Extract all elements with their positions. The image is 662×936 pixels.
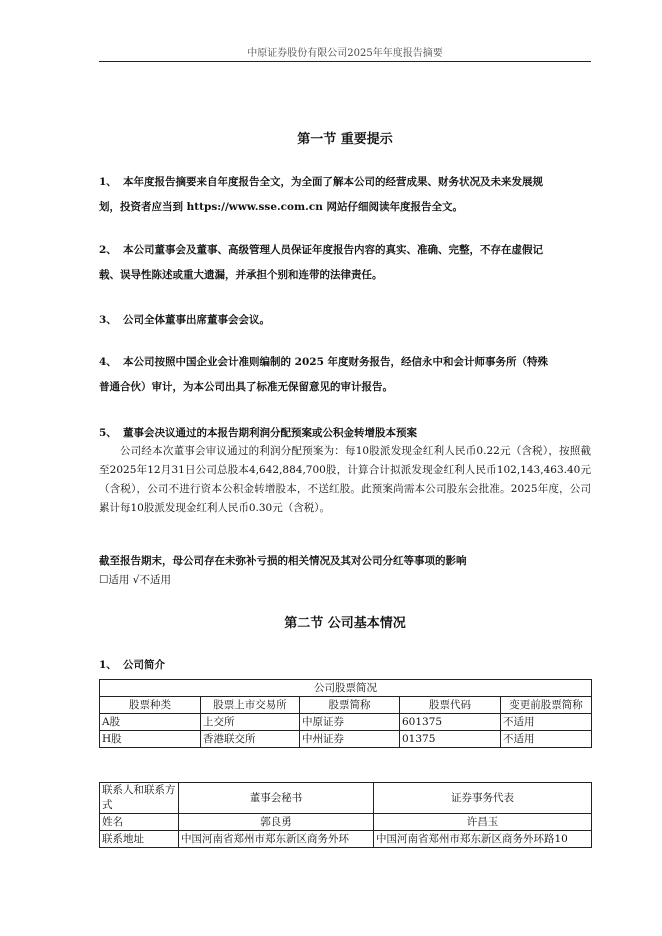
table-cell: 中原证券 bbox=[300, 714, 400, 731]
section2-title: 第二节 公司基本情况 bbox=[284, 616, 406, 631]
table-cell: 中国河南省郑州市郑东新区商务外环 bbox=[179, 831, 374, 848]
table-cell: 上交所 bbox=[201, 714, 300, 731]
notice-item-3 bbox=[99, 308, 591, 333]
loss-heading: 截至报告期末，母公司存在未弥补亏损的相关情况及其对公司分红等事项的影响 bbox=[99, 555, 467, 567]
item-text-line1: 董事会决议通过的本报告期利润分配预案或公积金转增股本预案 bbox=[123, 427, 417, 439]
table-cell: 不适用 bbox=[501, 731, 592, 748]
dividend-plan-text: 公司经本次董事会审议通过的利润分配预案为：每10股派发现金红利人民币0.22元（含税），按照截至2025年12月31日公司总股本4,642,884,700股，计算合计拟派发现金红利人民币102,143,463.40元（含税），公司不进行资本公积金转增股本，不送红股。此预案尚需本公司股东会批准。2025年度，公司累计每10股派发现金红利人民币0.30元（含税）。 bbox=[99, 445, 591, 514]
table-cell: 中国河南省郑州市郑东新区商务外环路10 bbox=[374, 831, 592, 848]
item-text-line1: 本年度报告摘要来自年度报告全文，为全面了解本公司的经营成果、财务状况及未来发展规 bbox=[123, 176, 543, 188]
table-caption: 公司股票简况 bbox=[100, 680, 592, 697]
column-header: 变更前股票简称 bbox=[501, 697, 592, 714]
section1-title: 第一节 重要提示 bbox=[297, 132, 393, 147]
subsection-company-profile bbox=[99, 653, 591, 678]
item-number: 1、 bbox=[99, 659, 117, 671]
table-row bbox=[100, 831, 592, 848]
notice-item-2 bbox=[99, 238, 591, 288]
table-cell: 姓名 bbox=[100, 814, 179, 831]
column-header: 董事会秘书 bbox=[179, 783, 374, 814]
item-text-line2: 载、误导性陈述或重大遗漏，并承担个别和连带的法律责任。 bbox=[99, 269, 383, 281]
loss-applicability-options: ☐适用 √不适用 bbox=[99, 574, 171, 586]
table-cell: A股 bbox=[100, 714, 201, 731]
item-text-line1: 公司全体董事出席董事会会议。 bbox=[123, 314, 270, 326]
item-text-line1: 本公司按照中国企业会计准则编制的 2025 年度财务报告，经信永中和会计师事务所（特殊 bbox=[123, 356, 549, 368]
item-number: 1、 bbox=[99, 176, 117, 188]
header-divider bbox=[99, 61, 591, 62]
column-header: 股票代码 bbox=[400, 697, 501, 714]
column-header: 股票上市交易所 bbox=[201, 697, 300, 714]
table-row bbox=[100, 814, 592, 831]
table-cell: 不适用 bbox=[501, 714, 592, 731]
item-text-line1: 本公司董事会及董事、高级管理人员保证年度报告内容的真实、准确、完整，不存在虚假记 bbox=[123, 244, 543, 256]
subsection-label: 公司简介 bbox=[123, 659, 165, 671]
page-header: 中原证券股份有限公司2025年年度报告摘要 bbox=[247, 48, 443, 59]
column-header: 联系人和联系方式 bbox=[100, 783, 179, 814]
table-cell: H股 bbox=[100, 731, 201, 748]
table-row bbox=[100, 714, 592, 731]
column-header: 股票种类 bbox=[100, 697, 201, 714]
table-cell: 01375 bbox=[400, 731, 501, 748]
item-number: 2、 bbox=[99, 244, 117, 256]
table-cell: 中州证券 bbox=[300, 731, 400, 748]
table-cell: 601375 bbox=[400, 714, 501, 731]
table-cell: 香港联交所 bbox=[201, 731, 300, 748]
table-cell: 联系地址 bbox=[100, 831, 179, 848]
column-header: 证券事务代表 bbox=[374, 783, 592, 814]
column-header: 股票简称 bbox=[300, 697, 400, 714]
notice-item-1 bbox=[99, 170, 591, 220]
item-text-line2: 普通合伙）审计，为本公司出具了标准无保留意见的审计报告。 bbox=[99, 381, 393, 393]
table-row bbox=[100, 731, 592, 748]
contact-info-table bbox=[99, 782, 592, 848]
item-number: 5、 bbox=[99, 427, 117, 439]
table-cell: 许昌玉 bbox=[374, 814, 592, 831]
stock-overview-table bbox=[99, 679, 592, 748]
table-cell: 郭良勇 bbox=[179, 814, 374, 831]
item-number: 3、 bbox=[99, 314, 117, 326]
item-text-line2: 划，投资者应当到 https://www.sse.com.cn 网站仔细阅读年度报告全文。 bbox=[99, 201, 464, 213]
item-number: 4、 bbox=[99, 356, 117, 368]
notice-item-4 bbox=[99, 350, 591, 400]
